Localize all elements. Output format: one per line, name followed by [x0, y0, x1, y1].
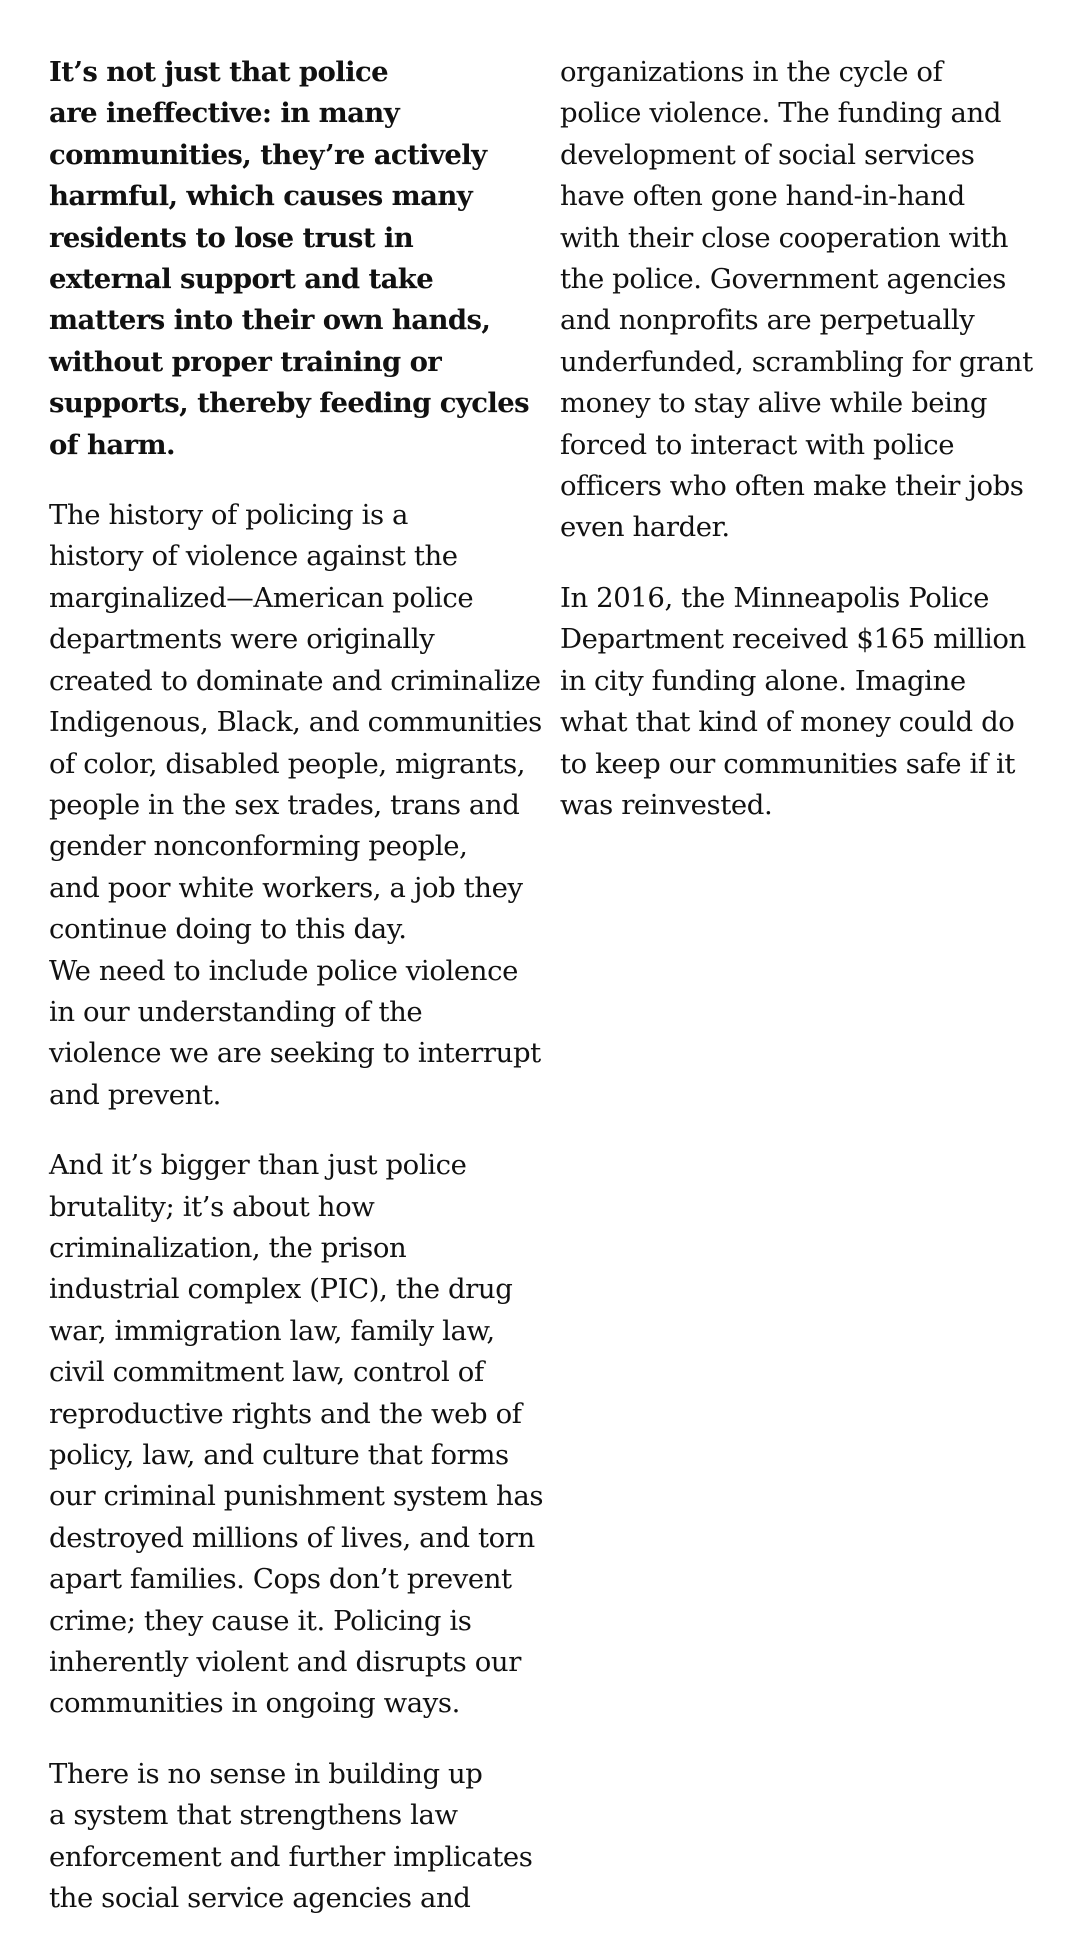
- text-line: what that kind of money could do: [560, 706, 1015, 739]
- text-line: It’s not just that police: [49, 56, 389, 88]
- text-line: apart families. Cops don’t prevent: [49, 1563, 512, 1596]
- text-line: criminalization, the prison: [49, 1231, 407, 1264]
- text-line: policy, law, and culture that forms: [49, 1439, 509, 1471]
- text-line: forced to interact with police: [560, 428, 955, 461]
- body-paragraph: [560, 578, 1060, 826]
- text-line: continue doing to this day.: [49, 913, 407, 946]
- text-line: departments were originally: [49, 623, 435, 656]
- text-line: to keep our communities safe if it: [560, 747, 1016, 780]
- text-line: the social service agencies and: [49, 1882, 471, 1915]
- text-line: officers who often make their jobs: [560, 470, 1024, 503]
- text-line: Indigenous, Black, and communities: [49, 706, 542, 739]
- text-line: with their close cooperation with: [560, 221, 1009, 254]
- text-line: organizations in the cycle of: [560, 56, 943, 88]
- text-line: inherently violent and disrupts our: [49, 1646, 521, 1679]
- text-line: without proper training or: [49, 345, 442, 378]
- text-line: enforcement and further implicates: [49, 1840, 533, 1873]
- text-line: violence we are seeking to interrupt: [49, 1037, 541, 1070]
- left-column: [49, 52, 549, 1948]
- text-line: have often gone hand-in-hand: [560, 180, 965, 213]
- text-line: matters into their own hands,: [49, 304, 491, 337]
- text-line: Department received $165 million: [560, 623, 1026, 656]
- text-line: of harm.: [49, 428, 175, 461]
- body-paragraph: [49, 495, 549, 1116]
- text-line: are ineffective: in many: [49, 97, 400, 130]
- text-line: In 2016, the Minneapolis Police: [560, 581, 990, 614]
- body-paragraph: [560, 52, 1060, 549]
- text-line: communities in ongoing ways.: [49, 1687, 460, 1720]
- text-line: There is no sense in building up: [49, 1757, 483, 1790]
- body-paragraph: [49, 1754, 549, 1920]
- text-line: people in the sex trades, trans and: [49, 788, 520, 821]
- right-column: [560, 52, 1060, 855]
- text-line: The history of policing is a: [49, 499, 409, 532]
- text-line: external support and take: [49, 263, 434, 296]
- text-line: even harder.: [560, 511, 730, 544]
- text-line: marginalized—American police: [49, 581, 474, 614]
- text-line: reproductive rights and the web of: [49, 1397, 522, 1430]
- text-line: history of violence against the: [49, 540, 458, 573]
- text-line: supports, thereby feeding cycles: [49, 387, 530, 420]
- lead-paragraph: [49, 52, 549, 466]
- text-line: created to dominate and criminalize: [49, 664, 541, 697]
- text-line: in our understanding of the: [49, 995, 423, 1028]
- text-line: industrial complex (PIC), the drug: [49, 1273, 513, 1306]
- text-line: underfunded, scrambling for grant: [560, 345, 1033, 378]
- text-line: destroyed millions of lives, and torn: [49, 1521, 535, 1554]
- text-line: our criminal punishment system has: [49, 1480, 544, 1513]
- text-line: And it’s bigger than just police: [49, 1149, 467, 1182]
- text-line: residents to lose trust in: [49, 221, 414, 254]
- text-line: was reinvested.: [560, 788, 773, 821]
- text-line: gender nonconforming people,: [49, 830, 468, 863]
- text-line: war, immigration law, family law,: [49, 1314, 495, 1347]
- text-line: police violence. The funding and: [560, 97, 1002, 130]
- text-line: crime; they cause it. Policing is: [49, 1604, 472, 1637]
- text-line: and prevent.: [49, 1078, 221, 1111]
- text-line: and poor white workers, a job they: [49, 871, 523, 904]
- text-line: brutality; it’s about how: [49, 1190, 375, 1223]
- text-line: development of social services: [560, 138, 975, 171]
- body-paragraph: [49, 1145, 549, 1725]
- text-line: and nonprofits are perpetually: [560, 304, 975, 337]
- text-line: money to stay alive while being: [560, 387, 988, 420]
- text-line: a system that strengthens law: [49, 1799, 458, 1832]
- text-line: in city funding alone. Imagine: [560, 664, 966, 697]
- text-line: communities, they’re actively: [49, 138, 487, 171]
- text-line: the police. Government agencies: [560, 263, 1006, 296]
- text-line: civil commitment law, control of: [49, 1356, 484, 1389]
- text-line: We need to include police violence: [49, 954, 518, 987]
- text-line: harmful, which causes many: [49, 180, 473, 213]
- text-line: of color, disabled people, migrants,: [49, 747, 526, 780]
